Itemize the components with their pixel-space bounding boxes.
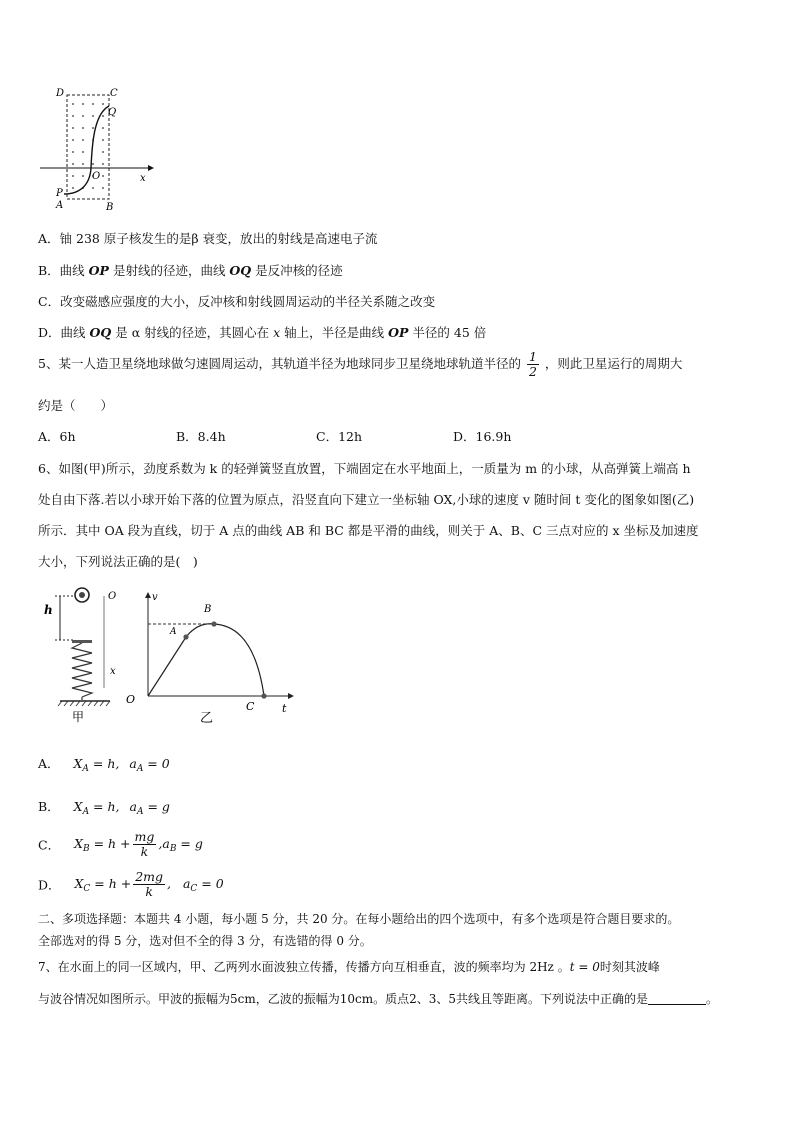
- q6-stem-line3: 所示．其中 OA 段为直线，切于 A 点的曲线 AB 和 BC 都是平滑的曲线，则关于 A、B、C 三点对应的 x 坐标及加速度: [38, 523, 699, 538]
- q6-option-a: [38, 754, 170, 774]
- q6-d-math: [74, 875, 132, 894]
- label-x-jia: x: [110, 666, 116, 677]
- q4-b-pre: B．曲线: [38, 263, 89, 278]
- q6-stem-line2: 处自由下落.若以小球开始下落的位置为原点，沿竖直向下建立一坐标轴 OX,小球的速度 v 随时间 t 变化的图象如图(乙): [38, 492, 695, 507]
- q7-line1-pre: 7、在水面上的同一区域内，甲、乙两列水面波独立传播，传播方向互相垂直，波的频率均为 2Hz 。: [38, 960, 570, 974]
- label-t: t: [282, 702, 287, 715]
- q7-stem-line2: [38, 990, 718, 1007]
- label-o-jia: O: [108, 591, 117, 602]
- q7-line1-post: 时刻其波峰: [599, 960, 660, 974]
- q4-option-d: [38, 323, 486, 341]
- q6-a-eq: = h,: [88, 756, 120, 771]
- q4-d-pre: D．曲线: [38, 325, 90, 340]
- q6-a-a: a: [129, 756, 137, 771]
- vt-graph-yi: [122, 590, 302, 726]
- q4-b-op: OP: [88, 263, 109, 278]
- q6-c-asub: B: [169, 843, 177, 854]
- spring-figure-jia: [38, 584, 128, 724]
- q6-d-aeq: = 0: [197, 875, 224, 891]
- q6-a-aeq: = 0: [143, 756, 170, 771]
- label-x: x: [140, 173, 146, 184]
- q6-a-asub: A: [136, 764, 144, 774]
- q6-d-eq: = h +: [90, 875, 132, 891]
- q5-option-a: A．6h: [38, 429, 76, 444]
- q6-d-den: k: [145, 884, 153, 899]
- q4-d-mid: 是 α 射线的径迹，其圆心在: [111, 325, 274, 340]
- label-h: h: [44, 603, 53, 617]
- q4-d-oq: OQ: [89, 325, 112, 340]
- q6-a-X: X: [73, 756, 83, 771]
- q7-stem-line1: [38, 958, 660, 975]
- q6-c-X: X: [74, 835, 83, 851]
- q6-b-aeq: = g: [143, 799, 170, 814]
- label-v: v: [152, 592, 158, 603]
- q6-c-aeq: = g: [176, 835, 203, 851]
- q6-d-num: 2mg: [135, 869, 164, 884]
- q5-stem-line2: 约是（ ）: [38, 398, 114, 413]
- q6-d-accel: [167, 875, 224, 894]
- q5-stem-pre: 5、某一人造卫星绕地球做匀速圆周运动，其轨道半径为地球同步卫星绕地球轨道半径的: [38, 356, 521, 371]
- q6-option-b: [38, 797, 170, 817]
- q6-c-eq: = h +: [89, 835, 131, 851]
- q6-a-sub: A: [82, 764, 89, 774]
- label-b-yi: B: [204, 604, 212, 615]
- q6-c-den: k: [140, 844, 149, 859]
- q4-b-oq: OQ: [229, 263, 252, 278]
- q4-d-mid2: 轴上，半径是曲线: [280, 325, 389, 340]
- q6-d-X: X: [74, 875, 84, 891]
- q5-option-c: C．12h: [316, 429, 363, 444]
- q6-d-a: , a: [167, 875, 191, 891]
- label-D: D: [56, 88, 65, 99]
- section2-line2: 全部选对的得 5 分，选对但不全的得 3 分，有选错的得 0 分。: [38, 934, 372, 948]
- q4-d-x: x: [273, 325, 281, 340]
- q6-b-sub: A: [82, 807, 90, 817]
- q6-b-asub: A: [136, 807, 144, 817]
- q6-b-eq: = h,: [89, 799, 120, 814]
- q6-stem-line1: 6、如图(甲)所示，劲度系数为 k 的轻弹簧竖直放置，下端固定在水平地面上，一质量为 m 的小球，从高弹簧上端高 h: [38, 461, 691, 476]
- q4-d-op: OP: [388, 325, 409, 340]
- q4-d-post: 半径的 45 倍: [408, 325, 487, 340]
- q4-b-post: 是反冲核的径迹: [251, 263, 343, 278]
- q7-answer-blank[interactable]: [648, 992, 706, 1005]
- q6-b-X: X: [73, 799, 83, 814]
- section2-line1: 二、多项选择题：本题共 4 小题，每小题 5 分，共 20 分。在每小题给出的四个选项中，有多个选项是符合题目要求的。: [38, 912, 680, 926]
- q6-d-label: D．: [38, 877, 61, 893]
- q5-option-b: B．8.4h: [176, 429, 226, 444]
- q6-a-math: [73, 756, 170, 774]
- q6-c-sub: B: [82, 843, 90, 854]
- label-o-yi: O: [126, 693, 136, 706]
- q6-d-asub: C: [190, 883, 198, 894]
- label-P: P: [56, 188, 63, 199]
- q6-b-math: [73, 799, 170, 817]
- label-c-yi: C: [246, 700, 255, 713]
- q6-option-d: [38, 870, 224, 899]
- label-C: C: [110, 88, 118, 99]
- label-A: A: [56, 200, 64, 211]
- magnetic-field-figure: [36, 84, 166, 214]
- q6-c-accel: [158, 835, 203, 854]
- q4-b-mid: 是射线的径迹，曲线: [108, 263, 230, 278]
- q6-a-label: A．: [38, 756, 60, 771]
- q7-line2-end: 。: [706, 992, 719, 1006]
- q6-option-c: [38, 830, 203, 859]
- q7-line2-text: 与波谷情况如图所示。甲波的振幅为5cm，乙波的振幅为10cm。质点2、3、5共线且等距离。下列说法中正确的是: [38, 992, 649, 1006]
- q6-c-math: [74, 835, 131, 854]
- q6-d-sub: C: [83, 883, 91, 894]
- q6-c-a: ,a: [158, 835, 170, 851]
- q6-stem-line4: 大小，下列说法正确的是( ): [38, 554, 198, 569]
- q4-option-c: C．改变磁感应强度的大小，反冲核和射线圆周运动的半径关系随之改变: [38, 294, 436, 309]
- q6-b-label: B．: [38, 799, 60, 814]
- q5-frac-den: 2: [528, 364, 537, 379]
- q6-c-num: mg: [134, 829, 155, 844]
- q7-line1-math: t = 0: [569, 960, 600, 974]
- q6-c-frac: [133, 830, 157, 859]
- q6-c-label: C．: [38, 837, 61, 853]
- q5-frac-num: 1: [528, 349, 537, 364]
- q5-stem-post: ，则此卫星运行的周期大: [544, 356, 683, 371]
- q5-option-d: D．16.9h: [453, 429, 512, 444]
- label-B: B: [106, 202, 114, 213]
- label-O: O: [92, 171, 101, 182]
- label-jia: 甲: [72, 710, 85, 724]
- label-yi: 乙: [200, 711, 214, 726]
- q6-d-frac: [133, 870, 165, 899]
- q6-b-a: a: [129, 799, 137, 814]
- q4-option-a: A．铀 238 原子核发生的是β 衰变，放出的射线是高速电子流: [38, 231, 378, 246]
- q4-option-b: [38, 261, 343, 279]
- q5-stem-line1: [38, 350, 682, 379]
- q5-fraction: [527, 350, 539, 379]
- label-Q: Q: [108, 107, 117, 118]
- label-a-yi: A: [170, 627, 177, 637]
